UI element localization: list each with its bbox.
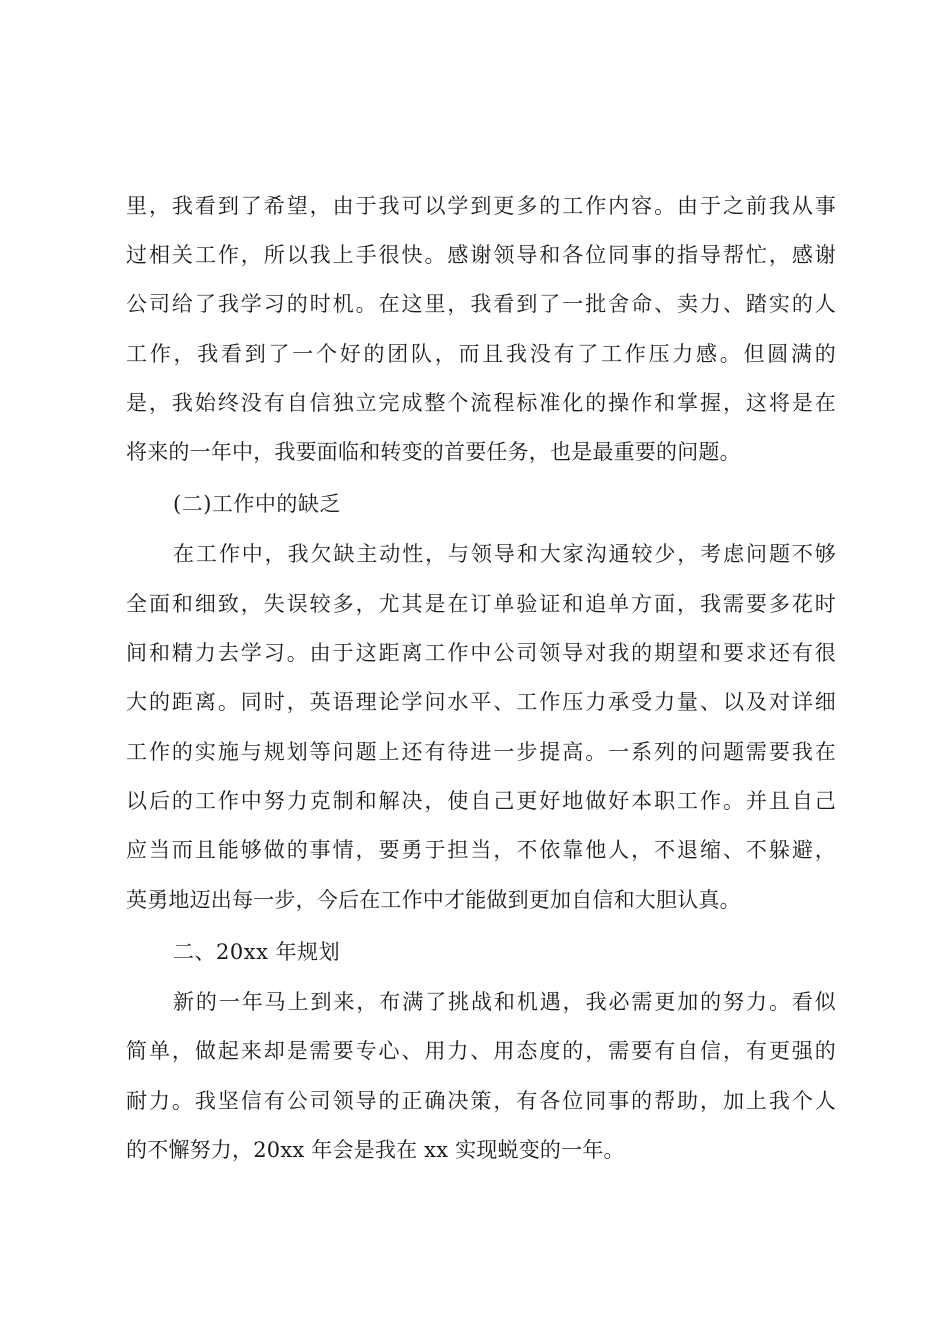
- paragraph-line: 间和精力去学习。由于这距离工作中公司领导对我的期望和要求还有很: [126, 641, 836, 665]
- paragraph-line: 新的一年马上到来，布满了挑战和机遇，我必需更加的努力。看似: [173, 990, 836, 1014]
- paragraph-line: 在工作中，我欠缺主动性，与领导和大家沟通较少，考虑问题不够: [173, 542, 836, 566]
- paragraph-line: 里，我看到了希望，由于我可以学到更多的工作内容。由于之前我从事: [126, 194, 836, 218]
- section-heading: (二)工作中的缺乏: [173, 492, 341, 516]
- paragraph-line: 过相关工作，所以我上手很快。感谢领导和各位同事的指导帮忙，感谢: [126, 243, 836, 267]
- paragraph-line: 的不懈努力，20xx 年会是我在 xx 实现蜕变的一年。: [126, 1138, 625, 1162]
- paragraph-line: 公司给了我学习的时机。在这里，我看到了一批舍命、卖力、踏实的人: [126, 292, 836, 316]
- paragraph-line: 工作，我看到了一个好的团队，而且我没有了工作压力感。但圆满的: [126, 342, 836, 366]
- paragraph-line: 将来的一年中，我要面临和转变的首要任务，也是最重要的问题。: [126, 440, 741, 464]
- paragraph-line: 大的距离。同时，英语理论学问水平、工作压力承受力量、以及对详细: [126, 690, 836, 714]
- section-heading: 二、20xx 年规划: [173, 940, 341, 964]
- paragraph-line: 是，我始终没有自信独立完成整个流程标准化的操作和掌握，这将是在: [126, 391, 836, 415]
- paragraph-line: 全面和细致，失误较多，尤其是在订单验证和追单方面，我需要多花时: [126, 592, 836, 616]
- paragraph-line: 简单，做起来却是需要专心、用力、用态度的，需要有自信，有更强的: [126, 1039, 836, 1063]
- paragraph-line: 应当而且能够做的事情，要勇于担当，不依靠他人，不退缩、不躲避，: [126, 838, 836, 862]
- paragraph-line: 以后的工作中努力克制和解决，使自己更好地做好本职工作。并且自己: [126, 789, 836, 813]
- paragraph-line: 耐力。我坚信有公司领导的正确决策，有各位同事的帮助，加上我个人: [126, 1089, 836, 1113]
- paragraph-line: 工作的实施与规划等问题上还有待进一步提高。一系列的问题需要我在: [126, 740, 836, 764]
- paragraph-line: 英勇地迈出每一步，今后在工作中才能做到更加自信和大胆认真。: [126, 888, 741, 912]
